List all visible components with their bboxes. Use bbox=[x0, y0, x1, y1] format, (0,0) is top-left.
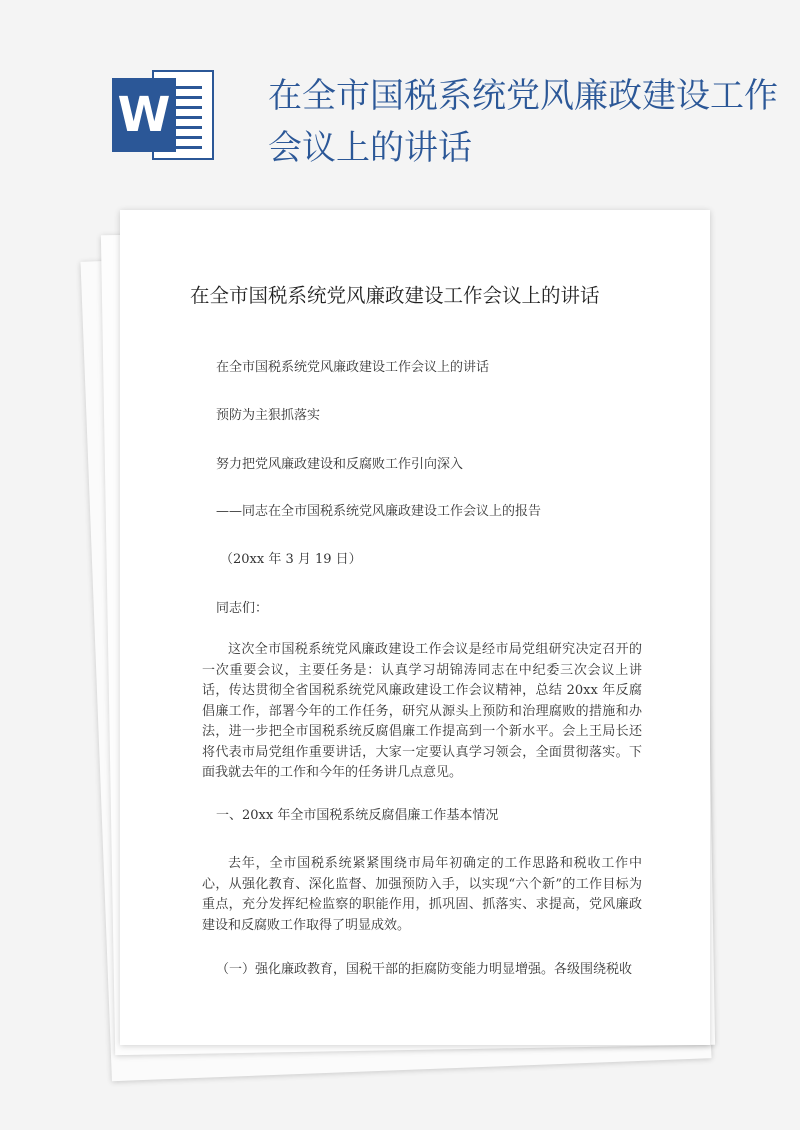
document-content bbox=[120, 210, 710, 1045]
document-line-report-attribution: ——同志在全市国税系统党风廉政建设工作会议上的报告 bbox=[216, 504, 542, 519]
document-paragraph-education: （一）强化廉政教育，国税干部的拒腐防变能力明显增强。各级围绕税收 bbox=[216, 962, 633, 977]
word-document-icon bbox=[112, 70, 218, 160]
document-line-subtitle: 预防为主狠抓落实 bbox=[216, 408, 321, 423]
document-paragraph-summary: 去年，全市国税系统紧紧围绕市局年初确定的工作思路和税收工作中心，从强化教育、深化监督、加强预防入手，以实现“六个新”的工作目标为重点，充分发挥纪检监察的职能作用，抓巩固、抓落实、求提高，党风廉政建设和反腐败工作取得了明显成效。 bbox=[202, 856, 642, 933]
document-line-date: （20xx 年 3 月 19 日） bbox=[220, 552, 362, 567]
page-title: 在全市国税系统党风廉政建设工作会议上的讲话 bbox=[268, 76, 778, 168]
document-title: 在全市国税系统党风廉政建设工作会议上的讲话 bbox=[190, 284, 600, 307]
document-line-title-repeat: 在全市国税系统党风廉政建设工作会议上的讲话 bbox=[216, 360, 490, 375]
document-line-salutation: 同志们： bbox=[216, 601, 269, 616]
section-heading: 一、20xx 年全市国税系统反腐倡廉工作基本情况 bbox=[216, 808, 499, 823]
document-line-theme: 努力把党风廉政建设和反腐败工作引向深入 bbox=[216, 457, 464, 472]
document-paragraph-intro: 这次全市国税系统党风廉政建设工作会议是经市局党组研究决定召开的一次重要会议，主要任务是：认真学习胡锦涛同志在中纪委三次会议上讲话，传达贯彻全省国税系统党风廉政建设工作会议精神，总结 20xx 年反腐倡廉工作，部署今年的工作任务，研究从源头上预防和治理腐败的措施和办法，进一步把全市国税系统反腐倡廉工作提高到一个新水平。会上王局长还将代表市局党组作重要讲话，大家一定要认真学习领会，全面贯彻落实。下面我就去年的工作和今年的任务讲几点意见。 bbox=[202, 642, 642, 780]
word-logo-letter: W bbox=[112, 78, 176, 152]
